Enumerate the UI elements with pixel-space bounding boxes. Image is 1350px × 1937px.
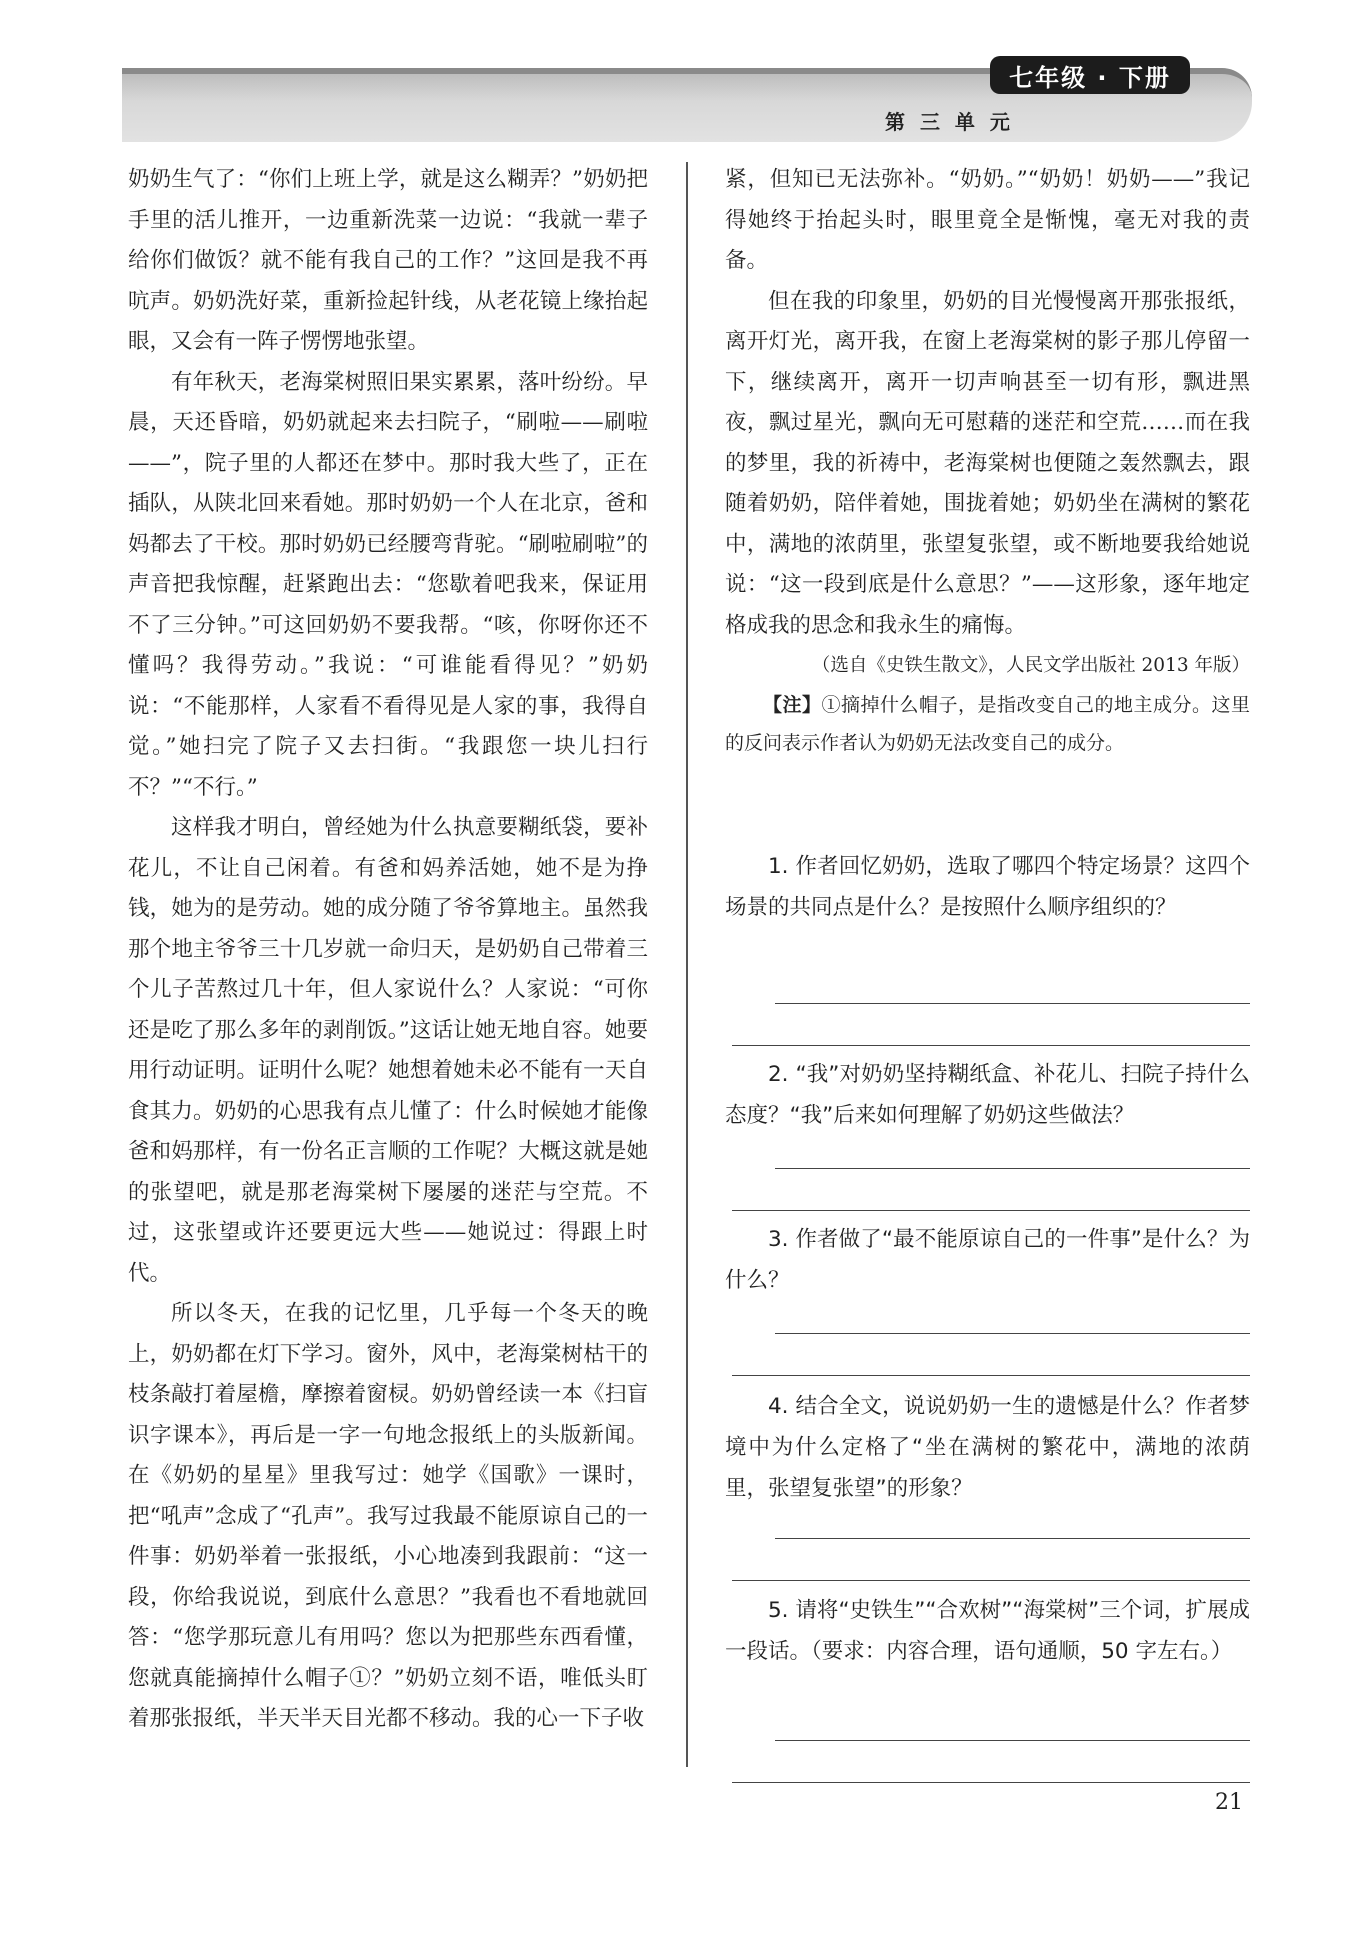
paragraph: 紧，但知已无法弥补。“奶奶。”“奶奶！奶奶——”我记得她终于抬起头时，眼里竟全是惭愧，毫无对我的责备。 [725, 167, 1250, 273]
unit-label: 第 三 单 元 [885, 110, 1014, 134]
paragraph: 这样我才明白，曾经她为什么执意要糊纸袋，要补花儿，不让自己闲着。有爸和妈养活她，她不是为挣钱，她为的是劳动。她的成分随了爷爷算地主。虽然我那个地主爷爷三十几岁就一命归天，是奶奶自己带着三个儿子苦熬过几十年，但人家说什么？人家说：“可你还是吃了那么多年的剥削饭。”这话让她无地自容。她要用行动证明。证明什么呢？她想着她未必不能有一天自食其力。奶奶的心思我有点儿懂了：什么时候她才能像爸和妈那样，有一份名正言顺的工作呢？大概这就是她的张望吧，就是那老海棠树下屡屡的迷茫与空荒。不过，这张望或许还要更远大些——她说过：得跟上时代。 [128, 815, 648, 1286]
question-2: 2. “我”对奶奶坚持糊纸盒、补花儿、扫院子持什么态度？“我”后来如何理解了奶奶这些做法？ [725, 1062, 1250, 1128]
page-number: 21 [1215, 1790, 1243, 1815]
answer-line[interactable] [775, 1538, 1250, 1539]
answer-line[interactable] [732, 1210, 1250, 1211]
answer-line[interactable] [732, 1782, 1250, 1783]
question-3: 3. 作者做了“最不能原谅自己的一件事”是什么？为什么？ [725, 1227, 1250, 1293]
footnote-label: 【注】 [763, 694, 822, 716]
answer-line[interactable] [732, 1580, 1250, 1581]
question-5: 5. 请将“史铁生”“合欢树”“海棠树”三个词，扩展成一段话。（要求：内容合理，语句通顺，50 字左右。） [725, 1598, 1250, 1664]
source-citation: （选自《史铁生散文》，人民文学出版社 2013 年版） [811, 655, 1250, 676]
answer-line[interactable] [775, 1168, 1250, 1169]
paragraph: 有年秋天，老海棠树照旧果实累累，落叶纷纷。早晨，天还昏暗，奶奶就起来去扫院子，“刷啦——刷啦——”，院子里的人都还在梦中。那时我大些了，正在插队，从陕北回来看她。那时奶奶一个人在北京，爸和妈都去了干校。那时奶奶已经腰弯背驼。“刷啦刷啦”的声音把我惊醒，赶紧跑出去：“您歇着吧我来，保证用不了三分钟。”可这回奶奶不要我帮。“咳，你呀你还不懂吗？我得劳动。”我说：“可谁能看得见？”奶奶说：“不能那样，人家看不看得见是人家的事，我得自觉。”她扫完了院子又去扫街。“我跟您一块儿扫行不？”“不行。” [128, 369, 648, 800]
footnote [725, 686, 1250, 762]
right-column [725, 160, 1250, 762]
paragraph: 但在我的印象里，奶奶的目光慢慢离开那张报纸，离开灯光，离开我，在窗上老海棠树的影子那儿停留一下，继续离开，离开一切声响甚至一切有形，飘进黑夜，飘过星光，飘向无可慰藉的迷茫和空荒……而在我的梦里，我的祈祷中，老海棠树也便随之轰然飘去，跟随着奶奶，陪伴着她，围拢着她；奶奶坐在满树的繁花中，满地的浓荫里，张望复张望，或不断地要我给她说说：“这一段到底是什么意思？”——这形象，逐年地定格成我的思念和我永生的痛悔。 [725, 288, 1250, 638]
left-column [128, 160, 648, 1740]
footnote-text: ①摘掉什么帽子，是指改变自己的地主成分。这里的反问表示作者认为奶奶无法改变自己的成分。 [725, 694, 1250, 754]
answer-line[interactable] [732, 1375, 1250, 1376]
answer-line[interactable] [775, 1333, 1250, 1334]
grade-badge: 七年级 · 下册 [990, 56, 1190, 94]
answer-line[interactable] [775, 1740, 1250, 1741]
paragraph: 奶奶生气了：“你们上班上学，就是这么糊弄？”奶奶把手里的活儿推开，一边重新洗菜一边说：“我就一辈子给你们做饭？就不能有我自己的工作？”这回是我不再吭声。奶奶洗好菜，重新捡起针线，从老花镜上缘抬起眼，又会有一阵子愣愣地张望。 [128, 167, 648, 354]
column-divider [686, 162, 688, 1767]
paragraph: 所以冬天，在我的记忆里，几乎每一个冬天的晚上，奶奶都在灯下学习。窗外，风中，老海棠树枯干的枝条敲打着屋檐，摩擦着窗棂。奶奶曾经读一本《扫盲识字课本》，再后是一字一句地念报纸上的头版新闻。在《奶奶的星星》里我写过：她学《国歌》一课时，把“吼声”念成了“孔声”。我写过我最不能原谅自己的一件事：奶奶举着一张报纸，小心地凑到我跟前：“这一段，你给我说说，到底什么意思？”我看也不看地就回答：“您学那玩意儿有用吗？您以为把那些东西看懂，您就真能摘掉什么帽子①？”奶奶立刻不语，唯低头盯着那张报纸，半天半天目光都不移动。我的心一下子收 [128, 1301, 648, 1731]
answer-line[interactable] [775, 1003, 1250, 1004]
answer-line[interactable] [732, 1045, 1250, 1046]
question-4: 4. 结合全文，说说奶奶一生的遗憾是什么？作者梦境中为什么定格了“坐在满树的繁花中，满地的浓荫里，张望复张望”的形象？ [725, 1394, 1250, 1501]
question-1: 1. 作者回忆奶奶，选取了哪四个特定场景？这四个场景的共同点是什么？是按照什么顺序组织的？ [725, 854, 1250, 920]
